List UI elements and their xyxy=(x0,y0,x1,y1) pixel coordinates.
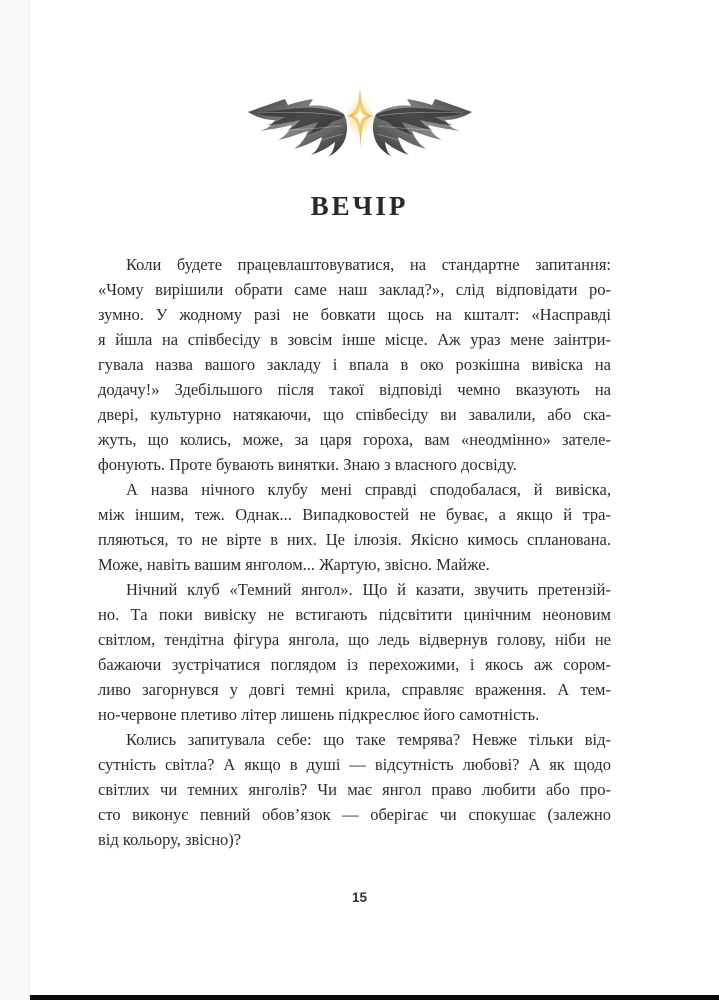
text-block xyxy=(98,252,611,852)
text-line: но. Та поки вивіску не встигають підсвітити цинічним неоновим xyxy=(98,605,611,624)
text-line: гувала назва вашого закладу і впала в око розкішна вивіска на xyxy=(98,355,611,374)
paragraph xyxy=(98,477,611,577)
text-line: но-червоне плетиво літер лишень підкреслює його самотність. xyxy=(98,705,540,724)
left-wing xyxy=(248,99,347,157)
bottom-edge-bar xyxy=(30,995,719,1000)
text-line: Нічний клуб «Темний янгол». Що й казати, звучить претензій- xyxy=(126,580,611,599)
paragraph xyxy=(98,727,611,852)
paragraph xyxy=(98,577,611,727)
text-line: від кольору, звісно)? xyxy=(98,830,242,849)
text-line: Може, навіть вашим янголом... Жартую, звісно. Майже. xyxy=(98,555,490,574)
text-line: сутність світла? А якщо в душі — відсутність любові? А як щодо xyxy=(98,755,611,774)
page-edge-strip xyxy=(0,0,30,1000)
text-line: двері, культурно натякаючи, що співбесіду ви завалили, або ска- xyxy=(98,405,611,424)
text-line: А назва нічного клубу мені справді сподобалася, й вивіска, xyxy=(126,480,611,499)
page-number: 15 xyxy=(351,890,368,905)
text-line: бажаючи зустрічатися поглядом із перехожими, і якось аж сором- xyxy=(98,655,611,674)
chapter-title: ВЕЧІР xyxy=(310,191,409,221)
right-wing xyxy=(373,99,472,157)
text-line: додачу!» Здебільшого після такої відповіді чемно вказують на xyxy=(98,380,611,399)
star-icon xyxy=(345,88,375,148)
text-line: світлих чи темних янголів? Чи має янгол право любити або про- xyxy=(98,780,611,799)
text-line: світлом, тендітна фігура янгола, що ледь відвернув голову, ніби не xyxy=(98,630,611,649)
text-line: сто виконує певний обов’язок — оберігає чи спокушає (залежно xyxy=(98,805,611,824)
text-line: Коли будете працевлаштовуватися, на стандартне запитання: xyxy=(126,255,611,274)
text-line: пляються, то не вірте в них. Це ілюзія. Якісно кимось спланована. xyxy=(98,530,611,549)
text-line: між іншим, теж. Однак... Випадковостей не буває, а якщо й тра- xyxy=(98,505,611,524)
text-line: ливо загорнувся у довгі темні крила, справляє враження. А тем- xyxy=(98,680,611,699)
text-line: я йшла на співбесіду в зовсім інше місце. Аж ураз мене заінтри- xyxy=(98,330,611,349)
text-line: фонують. Проте бувають винятки. Знаю з власного досвіду. xyxy=(98,455,517,474)
paragraph xyxy=(98,252,611,477)
wings-ornament xyxy=(246,84,474,160)
text-line: зумно. У жодному разі не бовкати щось на кшталт: «Насправді xyxy=(98,305,611,324)
text-line: жуть, що колись, може, за царя гороха, вам «неодмінно» зателе- xyxy=(98,430,611,449)
text-line: Колись запитувала себе: що таке темрява? Невже тільки від- xyxy=(126,730,611,749)
wings-star-icon xyxy=(246,84,474,160)
text-line: «Чому вирішили обрати саме наш заклад?», слід відповідати ро- xyxy=(98,280,611,299)
